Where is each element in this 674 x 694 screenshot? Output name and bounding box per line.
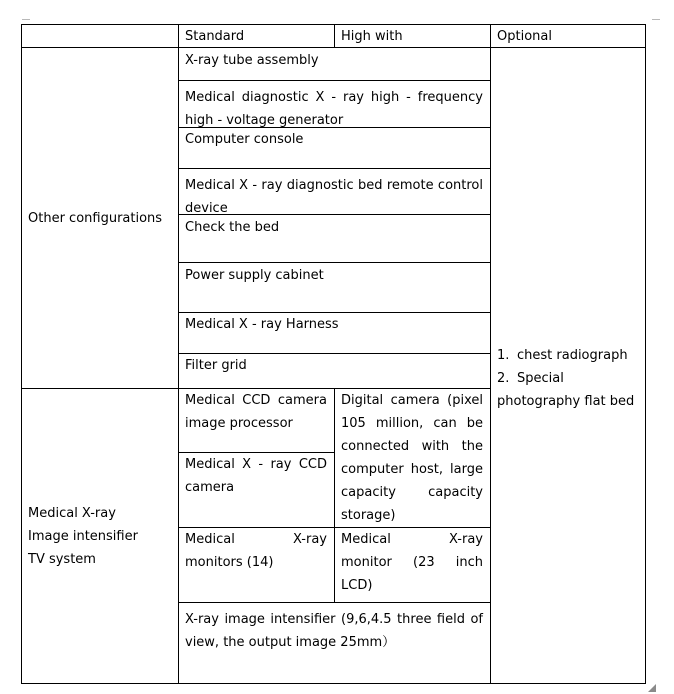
- page-corner-mark: [22, 19, 30, 26]
- intensifier-label-line: Image intensifier: [28, 528, 138, 544]
- list-number: 2.: [497, 371, 510, 386]
- item-ccd-processor: Medical CCD camera image processor: [185, 393, 327, 431]
- item-hf-generator: Medical diagnostic X - ray high - frequency high - voltage generator: [185, 90, 483, 128]
- item-monitors-standard: Medical X-ray monitors (14): [185, 532, 327, 570]
- optional-item: [497, 367, 639, 390]
- item-image-intensifier: X-ray image intensifier (9,6,4.5 three field of view, the output image 25mm）: [185, 612, 483, 650]
- item-filter-grid: Filter grid: [185, 358, 247, 373]
- intensifier-system-label: [21, 389, 178, 683]
- item-monitor-high: Medical X-ray monitor (23 inch LCD): [341, 532, 483, 593]
- intensifier-label-line: Medical X-ray: [28, 505, 116, 521]
- other-configurations-label: [21, 48, 178, 388]
- other-configurations-text: Other configurations: [28, 210, 163, 226]
- item-check-bed: Check the bed: [185, 220, 280, 235]
- item-remote-control-bed: Medical X - ray diagnostic bed remote control device: [185, 178, 483, 216]
- item-digital-camera: Digital camera (pixel 105 million, can be connected with the computer host, large capacity capacity storage): [341, 393, 483, 523]
- header-standard: Standard: [185, 29, 245, 44]
- table-border-bottom: [21, 683, 646, 684]
- item-power-supply: Power supply cabinet: [185, 268, 324, 283]
- optional-list: [490, 344, 646, 424]
- list-text: chest radiograph: [517, 348, 628, 363]
- page-corner-mark: [652, 19, 660, 26]
- item-ccd-camera: Medical X - ray CCD camera: [185, 457, 327, 495]
- list-text: Special: [517, 371, 564, 386]
- intensifier-label-line: TV system: [28, 551, 96, 567]
- header-optional: Optional: [497, 29, 552, 44]
- resize-handle-icon[interactable]: [648, 684, 656, 692]
- item-xray-tube: X-ray tube assembly: [185, 53, 319, 68]
- header-high-with: High with: [341, 29, 403, 44]
- optional-item: [497, 344, 639, 367]
- item-harness: Medical X - ray Harness: [185, 317, 339, 332]
- item-computer-console: Computer console: [185, 132, 304, 147]
- list-number: 1.: [497, 348, 510, 363]
- optional-continuation: photography flat bed: [497, 394, 635, 409]
